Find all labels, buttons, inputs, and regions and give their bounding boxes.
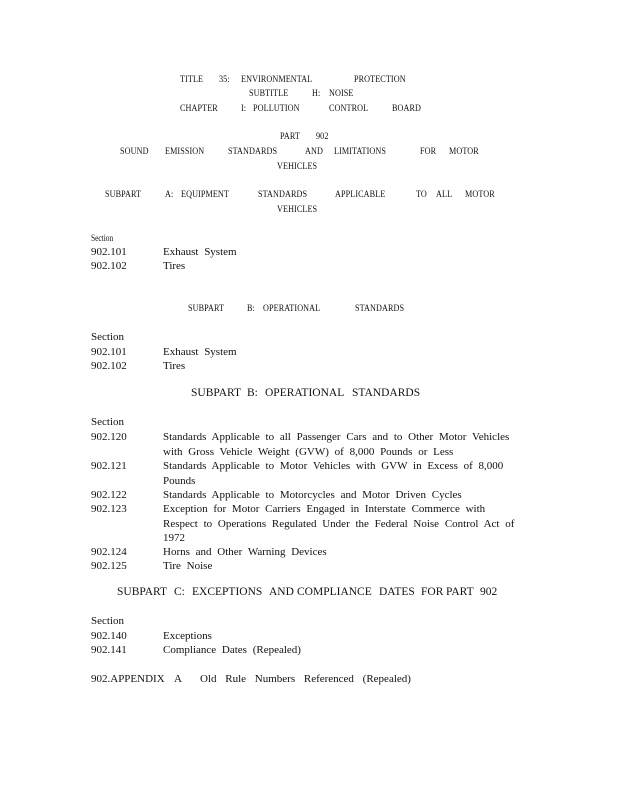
subpart-c-word: EXCEPTIONS [192,586,263,598]
section-title: Standards Applicable to Motorcycles and Motor Driven Cycles [163,489,462,501]
chapter-word: POLLUTION [253,104,300,114]
section-label: Section [91,615,124,627]
subpart-c-word: C: [174,586,185,598]
subpart-b-word: OPERATIONAL [265,387,345,399]
section-title: Exhaust System [163,246,237,258]
section-title: Tires [163,360,186,372]
chapter-word: CONTROL [329,104,369,114]
chapter-word: CHAPTER [180,104,218,114]
subpart-c-word: AND [269,586,294,598]
part-word: PART [280,132,300,142]
section-number: 902.121 [91,460,127,472]
section-title: Standards Applicable to Motor Vehicles with GVW in Excess of 8,000 Pounds [163,460,504,487]
subpart-c-word: 902 [480,586,498,598]
subtitle-word: NOISE [329,89,354,99]
subpart-c-word: PART [446,586,474,598]
section-title: Compliance Dates (Repealed) [163,644,301,656]
section-number: 902.123 [91,503,127,515]
subpart-a-word: EQUIPMENT [181,190,229,200]
section-title: Tires [163,260,186,272]
appendix-title: Old Rule Numbers Referenced (Repealed) [200,673,411,685]
section-label: Section [91,416,124,428]
section-number: 902.120 [91,431,127,443]
title-word: 35: [219,75,230,85]
section-title: Tire Noise [163,560,213,572]
subpart-a-word: APPLICABLE [335,190,386,200]
part-word: 902 [316,132,329,142]
section-label: Section [91,233,114,243]
subpart-a-word: ALL [436,190,453,200]
section-number: 902.101 [91,246,127,258]
part-title-word: SOUND [120,147,149,157]
subtitle-word: H: [312,89,321,99]
subpart-b-word: STANDARDS [352,387,421,399]
chapter-word: BOARD [392,104,422,114]
subpart-b-word: SUBPART [188,304,225,314]
subpart-a-word: VEHICLES [277,205,318,215]
subpart-c-word: COMPLIANCE [297,586,372,598]
subpart-b-word: SUBPART [191,387,242,399]
subpart-c-word: FOR [421,586,444,598]
section-number: 902.102 [91,360,127,372]
part-title-word: MOTOR [449,147,479,157]
subpart-a-word: MOTOR [465,190,495,200]
title-word: ENVIRONMENTAL [241,75,313,85]
part-title-word: STANDARDS [228,147,278,157]
subpart-a-word: TO [416,190,427,200]
appendix-letter: A [174,673,182,685]
part-title-word: EMISSION [165,147,205,157]
section-label: Section [91,331,124,343]
section-title: Exceptions [163,630,212,642]
subpart-c-word: SUBPART [117,586,168,598]
section-number: 902.125 [91,560,127,572]
subpart-b-word: B: [247,304,255,314]
subtitle-word: SUBTITLE [249,89,289,99]
subpart-c-word: DATES [379,586,415,598]
section-number: 902.140 [91,630,127,642]
subpart-b-word: B: [247,387,258,399]
section-number: 902.102 [91,260,127,272]
subpart-b-word: STANDARDS [355,304,405,314]
subpart-a-word: STANDARDS [258,190,308,200]
part-title-word: AND [305,147,323,157]
appendix-number: 902.APPENDIX [91,673,165,685]
part-title-word: FOR [420,147,437,157]
section-title: Horns and Other Warning Devices [163,546,327,558]
part-title-word: LIMITATIONS [334,147,387,157]
title-word: TITLE [180,75,204,85]
section-number: 902.101 [91,346,127,358]
title-word: PROTECTION [354,75,406,85]
subpart-a-word: A: [165,190,174,200]
section-number: 902.141 [91,644,127,656]
part-title-word: VEHICLES [277,162,318,172]
subpart-b-word: OPERATIONAL [263,304,321,314]
section-title: Standards Applicable to all Passenger Cars and to Other Motor Vehicles with Gross Vehicle Weight (GVW) of 8,000 Pounds or Less [163,431,510,458]
subpart-a-word: SUBPART [105,190,142,200]
chapter-word: I: [241,104,247,114]
section-number: 902.122 [91,489,127,501]
section-number: 902.124 [91,546,127,558]
section-title: Exception for Motor Carriers Engaged in Interstate Commerce with Respect to Operations Regulated Under the Federal Noise Control Act of 1972 [163,503,515,544]
section-title: Exhaust System [163,346,237,358]
